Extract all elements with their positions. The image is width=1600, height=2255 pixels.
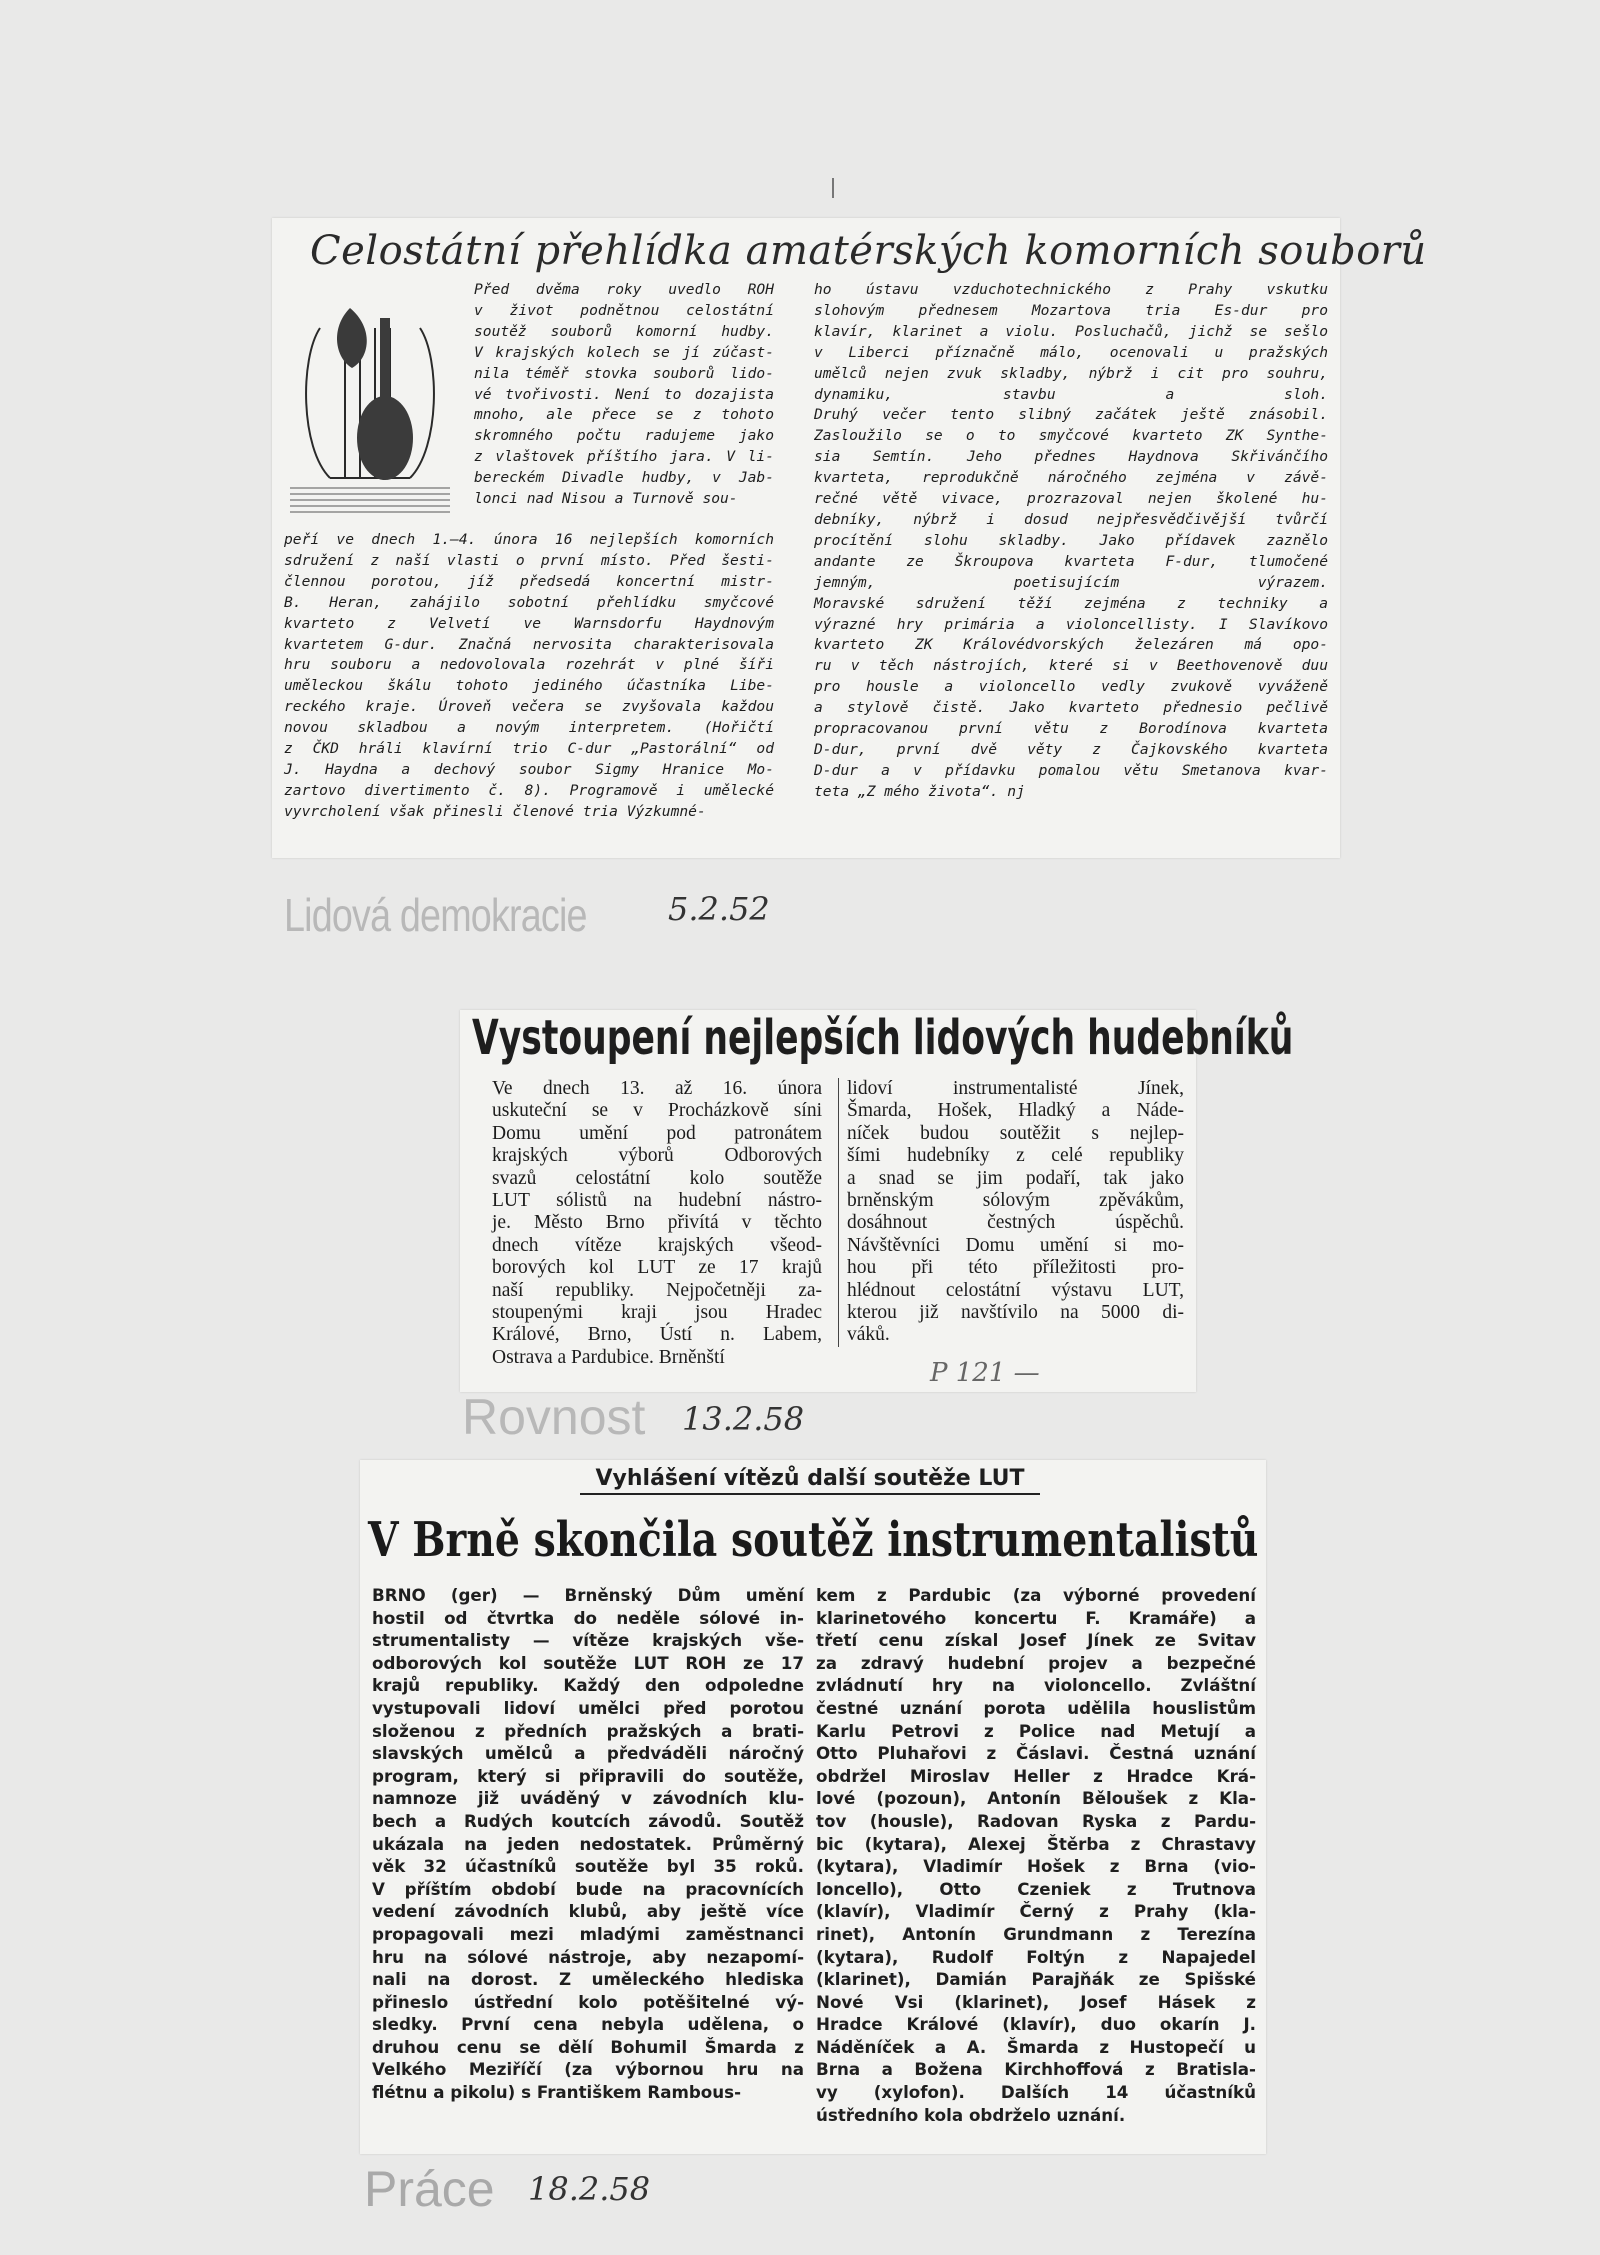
text-line: sia Semtín. Jeho přednes Haydnova Skřivánčího bbox=[814, 448, 1328, 466]
text-line: reckého kraje. Úroveň večera se zvyšovala každou bbox=[284, 698, 774, 716]
text-line: Moravské sdružení těží zejména z techniky a bbox=[814, 594, 1328, 612]
text-line: Šmarda, Hošek, Hladký a Náde- bbox=[847, 1100, 1184, 1122]
text-line: čestné uznání porota udělila houslistům bbox=[816, 1697, 1256, 1718]
article-headline: V Brně skončila soutěž instrumentalistů bbox=[368, 1512, 1259, 1568]
text-line: lidoví instrumentalisté Jínek, bbox=[847, 1078, 1184, 1099]
text-line: BRNO (ger) — Brněnský Dům umění bbox=[372, 1585, 804, 1605]
text-line: a snad se jim podaří, tak jako bbox=[847, 1167, 1184, 1189]
text-line: teta „Z mého života“. nj bbox=[814, 782, 1025, 800]
text-line: člennou porotou, jíž předsedá koncertní mistr- bbox=[284, 572, 774, 590]
text-line: vé tvořivosti. Není to dozajista bbox=[474, 385, 774, 403]
text-line: kvarteta, reprodukčně náročného zejména v závě- bbox=[814, 469, 1328, 487]
text-line: Karlu Petrovi z Police nad Metují a bbox=[816, 1720, 1256, 1741]
text-line: andante ze Škroupova kvarteta F-dur, tlumočené bbox=[814, 552, 1328, 570]
text-line: ho ústavu vzduchotechnického z Prahy vskutku bbox=[814, 281, 1328, 298]
text-line: zvládnutí hry na violoncello. Zvláštní bbox=[816, 1675, 1256, 1696]
text-line: Druhý večer tento slibný začátek ještě znásobil. bbox=[814, 406, 1328, 424]
text-line: Ostrava a Pardubice. Brněnští bbox=[492, 1346, 725, 1368]
text-line: obdržel Miroslav Heller z Hradce Krá- bbox=[816, 1765, 1256, 1786]
violin-lyre-illustration bbox=[290, 288, 450, 528]
text-line: hou při této příležitosti pro- bbox=[847, 1257, 1184, 1279]
text-line: vyvrcholení však přinesli členové tria Výzkumné- bbox=[284, 802, 706, 820]
text-line: borových kol LUT ze 17 krajů bbox=[492, 1257, 822, 1279]
text-line: klarinetového koncertu F. Kramáře) a bbox=[816, 1607, 1256, 1628]
text-line: Zasloužilo se o to smyčcové kvarteto ZK Synthe- bbox=[814, 427, 1328, 445]
text-line: vystupovali lidoví umělci před porotou bbox=[372, 1697, 804, 1718]
text-line: hru na sólové nástroje, aby nezapomí- bbox=[372, 1946, 804, 1967]
text-line: Otto Pluhařovi z Čáslavi. Čestná uznání bbox=[816, 1743, 1256, 1764]
text-line: flétnu a pikolu) s Františkem Rambous- bbox=[372, 2082, 742, 2103]
text-line: a stylově čistě. Jako kvarteto přednesio pečlivě bbox=[814, 699, 1328, 717]
text-line: Návštěvníci Domu umění si mo- bbox=[847, 1234, 1184, 1256]
article-column-1 bbox=[372, 1584, 804, 2104]
article-headline: Vystoupení nejlepších lidových hudebníků bbox=[472, 1010, 1294, 1066]
text-line: J. Haydna a dechový soubor Sigmy Hranice Mo- bbox=[284, 760, 774, 778]
text-line: třetí cenu získal Josef Jínek ze Svitav bbox=[816, 1630, 1256, 1651]
text-line: kvarteto ZK Královédvorských železáren má opo- bbox=[814, 636, 1328, 654]
text-line: Nové Vsi (klarinet), Josef Hásek z bbox=[816, 1991, 1256, 2012]
text-line: B. Heran, zahájilo sobotní přehlídku smyčcové bbox=[284, 593, 774, 611]
text-line: D-dur, první dvě věty z Čajkovského kvarteta bbox=[814, 740, 1328, 758]
newspaper-source-stamp: Práce bbox=[364, 2161, 495, 2217]
text-line: klavír, klarinet a violu. Posluchačů, jichž se sešlo bbox=[814, 322, 1328, 340]
text-line: odborových kol soutěže LUT ROH ze 17 bbox=[372, 1652, 804, 1673]
text-line: kem z Pardubic (za výborné provedení bbox=[816, 1585, 1256, 1605]
text-line: naší republiky. Nejpočetněji za- bbox=[492, 1279, 822, 1301]
margin-mark bbox=[832, 178, 834, 198]
text-line: slohovým přednesem Mozartova tria Es-dur pro bbox=[814, 301, 1328, 319]
text-line: D-dur a v přídavku pomalou větu Smetanova kvar- bbox=[814, 761, 1328, 779]
text-line: jemným, poetisujícím výrazem. bbox=[814, 573, 1328, 591]
text-line: brněnským sólovým zpěvákům, bbox=[847, 1190, 1184, 1212]
text-line: Brna a Božena Kirchhoffová z Bratisla- bbox=[816, 2059, 1256, 2080]
text-line: stoupenými kraji jsou Hradec bbox=[492, 1302, 822, 1324]
text-line: Před dvěma roky uvedlo ROH bbox=[474, 281, 774, 298]
text-line: (klavír), Vladimír Černý z Prahy (kla- bbox=[816, 1901, 1256, 1922]
clipping-lidova-demokracie bbox=[272, 218, 1427, 858]
article-column-2 bbox=[284, 530, 774, 823]
text-line: v život podnětnou celostátní bbox=[474, 301, 774, 319]
text-line: šími hudebníky z celé republiky bbox=[847, 1145, 1184, 1167]
text-line: dosáhnout čestných úspěchů. bbox=[847, 1212, 1184, 1234]
text-line: bereckém Divadle hudby, v Jab- bbox=[474, 469, 774, 487]
article-column-1 bbox=[474, 280, 774, 510]
text-line: sledky. První cena nebyla udělena, o bbox=[372, 2014, 804, 2035]
text-line: kvarteto z Velvetí ve Warnsdorfu Haydnovým bbox=[284, 614, 774, 632]
text-line: umělců nejen zvuk skladby, nýbrž i cit pro souhru, bbox=[814, 364, 1328, 382]
text-line: kterou již navštívilo na 5000 di- bbox=[847, 1302, 1184, 1324]
text-line: bic (kytara), Alexej Štěrba z Chrastavy bbox=[816, 1833, 1256, 1854]
text-line: druhou cenu se dělí Bohumil Šmarda z bbox=[372, 2036, 804, 2057]
text-line: propracovanou první větu z Borodínova kvarteta bbox=[814, 720, 1328, 738]
text-line: soutěž souborů komorní hudby. bbox=[474, 322, 774, 340]
text-line: peří ve dnech 1.—4. února 16 nejlepších komorních bbox=[284, 531, 774, 548]
text-line: pro housle a violoncello vedly zvukově vyváženě bbox=[814, 678, 1328, 696]
clipping-prace bbox=[360, 1460, 1266, 2154]
article-column-2 bbox=[816, 1584, 1256, 2126]
text-line: složenou z předních pražských a brati- bbox=[372, 1720, 804, 1741]
text-line: výrazné hry primária a violoncellisty. I Slavíkovo bbox=[814, 615, 1328, 633]
text-line: lonci nad Nisou a Turnově sou- bbox=[474, 490, 738, 508]
text-line: V příštím období bude na pracovnících bbox=[372, 1878, 804, 1899]
text-line: namnoze již uváděný v závodních klu- bbox=[372, 1788, 804, 1809]
clipping-rovnost bbox=[460, 1010, 1294, 1392]
text-line: slavských umělců a předváděli náročný bbox=[372, 1743, 804, 1764]
text-line: Králové, Brno, Ústí n. Labem, bbox=[492, 1324, 822, 1346]
text-line: skromného počtu radujeme jako bbox=[474, 427, 774, 445]
text-line: rinet), Antonín Grundmann z Terezína bbox=[816, 1923, 1256, 1944]
text-line: vy (xylofon). Dalších 14 účastníků bbox=[816, 2082, 1256, 2103]
text-line: Hradce Králové (klavír), duo okarín J. bbox=[816, 2014, 1256, 2035]
text-line: z ČKD hráli klavírní trio C-dur „Pastorální“ od bbox=[284, 740, 774, 758]
text-line: z vlaštovek příštího jara. V li- bbox=[474, 448, 774, 466]
text-line: debníky, nýbrž i dosud nejpřesvědčivější tvůrčí bbox=[814, 510, 1328, 528]
text-line: program, který si připravili do soutěže, bbox=[372, 1765, 804, 1786]
text-line: za zdravý hudební projev a bezpečné bbox=[816, 1652, 1256, 1673]
text-line: loncello), Otto Czeniek z Trutnova bbox=[816, 1878, 1256, 1899]
text-line: Ve dnech 13. až 16. února bbox=[492, 1078, 822, 1099]
text-line: Náděníček a A. Šmarda z Hustopečí u bbox=[816, 2036, 1256, 2057]
text-line: uskuteční se v Procházkově síni bbox=[492, 1100, 822, 1122]
text-line: věk 32 účastníků soutěže byl 35 roků. bbox=[372, 1856, 804, 1877]
text-line: uměleckou škálu tohoto jediného účastníka Libe- bbox=[284, 677, 774, 695]
text-line: propagovali mezi mladými zaměstnanci bbox=[372, 1923, 804, 1944]
text-line: novou skladbou a novým interpretem. (Hořičtí bbox=[284, 719, 774, 737]
text-line: sdružení z naší vlasti o první místo. Před šesti- bbox=[284, 551, 774, 569]
text-line: ústředního kola obdrželo uznání. bbox=[816, 2104, 1126, 2125]
text-line: níček budou soutěžit s nejlep- bbox=[847, 1122, 1184, 1144]
text-line: je. Město Brno přivítá v těchto bbox=[492, 1212, 822, 1234]
text-line: krajů republiky. Každý den odpoledne bbox=[372, 1675, 804, 1696]
text-line: (kytara), Rudolf Foltýn z Napajedel bbox=[816, 1946, 1256, 1967]
text-line: ukázala na jeden nedostatek. Průměrný bbox=[372, 1833, 804, 1854]
newspaper-source-stamp: Rovnost bbox=[462, 1389, 646, 1445]
article-headline: Celostátní přehlídka amatérských komorních souborů bbox=[310, 228, 1427, 274]
text-line: ru v těch nástrojích, které si v Beethovenově duu bbox=[814, 657, 1328, 675]
article-column-2 bbox=[838, 1078, 1184, 1347]
text-line: mnoho, ale přece se z tohoto bbox=[474, 406, 774, 424]
text-line: váků. bbox=[847, 1324, 890, 1346]
text-line: nali na dorost. Z uměleckého hlediska bbox=[372, 1969, 804, 1990]
article-column-3 bbox=[814, 280, 1328, 803]
pencil-mark: P 121 — bbox=[930, 1358, 1040, 1388]
handwritten-date: 18.2.58 bbox=[528, 2170, 651, 2208]
text-line: hlédnout celostátní výstavu LUT, bbox=[847, 1279, 1184, 1301]
text-line: nila téměř stovka souborů lido- bbox=[474, 364, 774, 382]
text-line: zartovo divertimento č. 8). Programově i umělecké bbox=[284, 781, 774, 799]
text-line: kvartetem G-dur. Značná nervosita charakterisovala bbox=[284, 635, 774, 653]
handwritten-date: 13.2.58 bbox=[682, 1400, 805, 1438]
text-line: hru souboru a nedovolovala rozehrát v plné šíři bbox=[284, 656, 774, 674]
text-line: krajských výborů Odborových bbox=[492, 1145, 822, 1167]
text-line: LUT sólistů na hudební nástro- bbox=[492, 1190, 822, 1212]
text-line: bech a Rudých koutcích závodů. Soutěž bbox=[372, 1810, 804, 1831]
text-line: (kytara), Vladimír Hošek z Brna (vio- bbox=[816, 1856, 1256, 1877]
text-line: rečné větě vivace, prozrazoval nejen školené hu- bbox=[814, 490, 1328, 508]
text-line: (klarinet), Damián Parajňák ze Spišské bbox=[816, 1969, 1256, 1990]
article-kicker: Vyhlášení vítězů další soutěže LUT bbox=[580, 1466, 1040, 1495]
text-line: vedení závodních klubů, aby ještě více bbox=[372, 1901, 804, 1922]
text-line: svazů celostátní kolo soutěže bbox=[492, 1167, 822, 1189]
text-line: V krajských kolech se jí zúčast- bbox=[474, 343, 774, 361]
text-line: Domu umění pod patronátem bbox=[492, 1122, 822, 1144]
article-column-1 bbox=[492, 1078, 822, 1369]
text-line: přineslo ústřední kolo potěšitelné vý- bbox=[372, 1991, 804, 2012]
text-line: Velkého Meziříčí (za výbornou hru na bbox=[372, 2059, 804, 2080]
text-line: lové (pozoun), Antonín Běloušek z Kla- bbox=[816, 1788, 1256, 1809]
text-line: dnech vítěze krajských všeod- bbox=[492, 1234, 822, 1256]
text-line: v Liberci příznačně málo, ocenovali u pražských bbox=[814, 343, 1328, 361]
text-line: tov (housle), Radovan Ryska z Pardu- bbox=[816, 1810, 1256, 1831]
text-line: dynamiku, stavbu a sloh. bbox=[814, 385, 1328, 403]
newspaper-source-stamp: Lidová demokracie bbox=[284, 889, 587, 941]
text-line: hostil od čtvrtka do neděle sólové in- bbox=[372, 1607, 804, 1628]
handwritten-date: 5.2.52 bbox=[668, 890, 770, 928]
text-line: strumentalisty — vítěze krajských vše- bbox=[372, 1630, 804, 1651]
text-line: procítění slohu skladby. Jako přídavek zaznělo bbox=[814, 531, 1328, 549]
